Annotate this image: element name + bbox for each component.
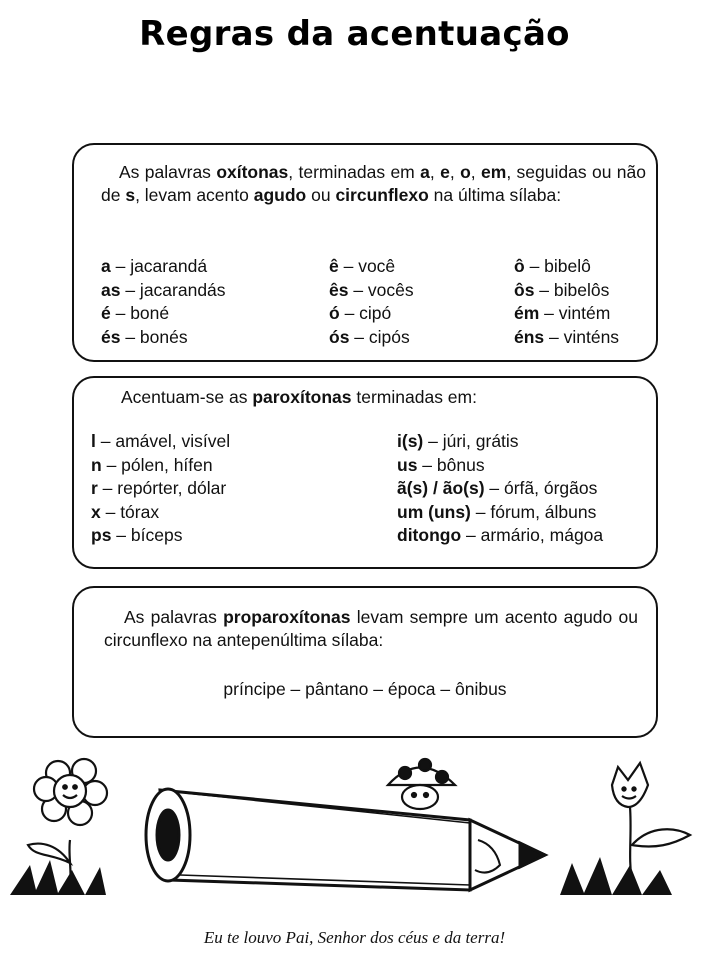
example-row [329,279,414,303]
text-run: As palavras [124,607,224,627]
example-word: – jacarandás [120,279,226,300]
example-row [514,255,619,279]
bold-term: paroxítonas [252,387,352,407]
text-run: , [429,162,441,182]
example-row [329,255,414,279]
example-key: és [101,326,121,347]
example-row [329,326,414,350]
example-row [101,279,226,303]
example-word: – amável, visível [95,431,231,451]
text-run: levam sempre um acento agudo ou circunflexo na antepenúltima sílaba: [104,607,638,650]
text-run: , [449,162,461,182]
example-word: – bibelôs [534,279,610,300]
example-row [397,501,603,525]
example-row [514,326,619,350]
example-row [91,524,230,548]
text-run: Acentuam-se as [121,387,253,407]
oxitonas-column-1 [101,255,226,349]
text-run: , [470,162,482,182]
example-row [397,477,603,501]
proparoxitonas-intro [104,606,638,652]
bold-term: circunflexo [335,185,429,205]
pencil-illustration [0,745,709,905]
example-key: ôs [514,279,535,300]
example-key: éns [514,326,545,347]
footer-verse: Eu te louvo Pai, Senhor dos céus e da terra! [203,928,506,947]
example-key: um (uns) [397,501,471,522]
example-row [91,430,230,454]
example-word: – bonés [120,326,188,347]
example-word: – jacarandá [110,256,208,276]
example-row [101,326,226,350]
bold-term: e [440,162,450,182]
example-row [101,302,226,326]
example-key: ês [329,279,349,300]
example-key: ê [329,256,339,276]
example-row [397,524,603,548]
text-run: As palavras [119,162,217,182]
text-run: , terminadas em [288,162,421,182]
example-word: – pólen, hífen [101,454,213,475]
example-word: – tórax [100,501,160,522]
example-word: – vinténs [544,326,620,347]
example-word: – bônus [417,454,485,475]
text-run: , levam acento [135,185,254,205]
example-row [329,302,414,326]
paroxitonas-intro [121,386,646,409]
bold-term: oxítonas [216,162,289,182]
flower-left-icon [28,759,107,885]
example-row [91,477,230,501]
example-word: – bibelô [524,256,591,276]
bold-term: proparoxítonas [223,607,351,627]
example-row [101,255,226,279]
text-run: , seguidas ou não de [101,162,646,205]
pencil-icon [146,789,545,890]
example-word: – bíceps [111,525,183,545]
ladybug-icon [388,759,455,809]
example-word: – vocês [348,279,414,300]
bold-term: em [481,162,507,182]
example-key: ditongo [397,525,462,545]
example-key: ém [514,303,540,323]
proparoxitonas-rule-box [72,586,658,738]
example-row [91,454,230,478]
example-word: – júri, grátis [423,431,519,451]
bold-term: o [460,162,471,182]
example-key: us [397,454,418,475]
oxitonas-rule-box [72,143,658,362]
proparoxitonas-examples: príncipe – pântano – época – ônibus [223,679,507,699]
example-key: r [91,478,98,498]
example-word: – cipós [349,326,410,347]
example-key: é [101,303,111,323]
example-key: i(s) [397,431,424,451]
example-row [514,302,619,326]
example-word: – armário, mágoa [461,525,604,545]
oxitonas-column-2 [329,255,414,349]
example-key: n [91,454,102,475]
example-key: ô [514,256,525,276]
example-key: ã(s) / ão(s) [397,478,485,498]
example-key: ó [329,303,340,323]
example-key: a [101,256,111,276]
example-key: l [91,431,96,451]
example-key: ps [91,525,112,545]
example-key: as [101,279,121,300]
example-key: x [91,501,101,522]
text-run: terminadas em: [351,387,477,407]
example-row [91,501,230,525]
example-word: – boné [110,303,170,323]
paroxitonas-column-2 [397,430,603,548]
example-row [397,454,603,478]
example-word: – vintém [539,303,611,323]
example-row [514,279,619,303]
oxitonas-intro [101,161,646,207]
example-row [397,430,603,454]
example-word: – cipó [339,303,392,323]
bold-term: agudo [253,185,307,205]
text-run: ou [306,185,336,205]
page-title: Regras da acentuação [139,14,570,54]
bold-term: s [125,185,136,205]
example-key: ós [329,326,350,347]
example-word: – você [338,256,396,276]
example-word: – repórter, dólar [97,478,227,498]
paroxitonas-rule-box [72,376,658,569]
oxitonas-column-3 [514,255,619,349]
bold-term: a [420,162,430,182]
example-word: – órfã, órgãos [484,478,598,498]
example-word: – fórum, álbuns [470,501,597,522]
tulip-right-icon [612,763,690,885]
paroxitonas-column-1 [91,430,230,548]
text-run: na última sílaba: [428,185,562,205]
